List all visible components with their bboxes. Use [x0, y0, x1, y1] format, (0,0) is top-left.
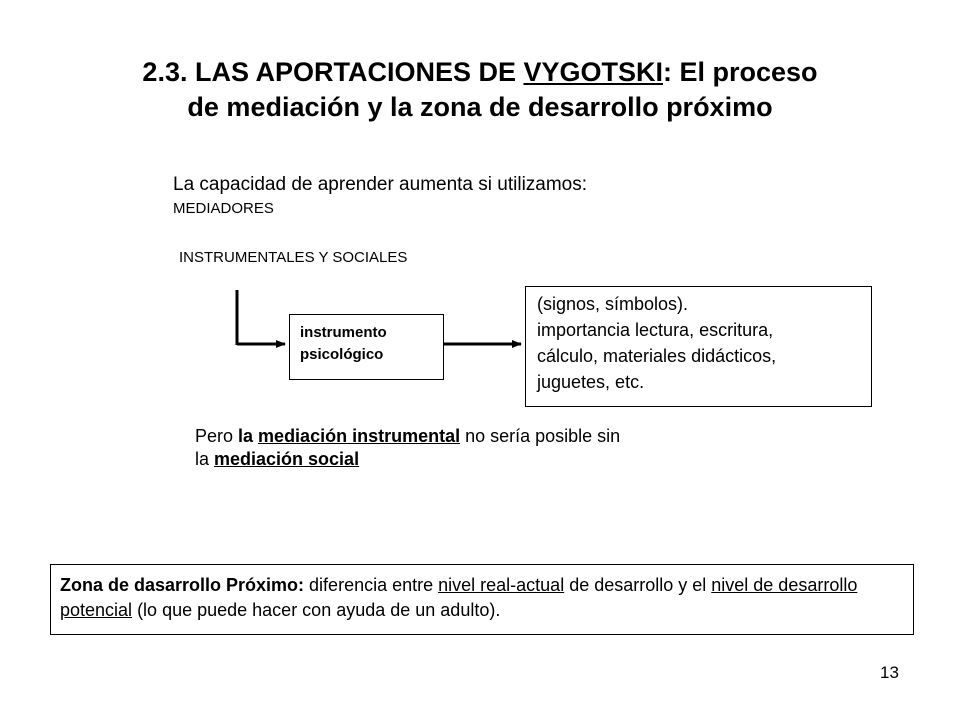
psychological-instrument-box [289, 314, 444, 380]
zone-definition-box: Zona de dasarrollo Próximo: diferencia entre nivel real-actual de desarrollo y el nivel de desarrollo potencial (lo que puede hacer con ayuda de un adulto). [50, 564, 914, 635]
instrument-line1: instrumento [300, 324, 387, 341]
social-mediation-term: mediación social [214, 449, 360, 469]
mediators-label: MEDIADORES [173, 200, 274, 217]
mediation-statement: Pero la mediación instrumental no sería posible sin la mediación social [195, 426, 621, 469]
potential-level-term: nivel de desarrollo potencial [60, 575, 858, 620]
title-author: VYGOTSKI [523, 57, 664, 87]
signs-line1: (signos, símbolos). [537, 294, 689, 314]
instrument-line2: psicológico [300, 346, 384, 363]
signs-line4: juguetes, etc. [537, 372, 645, 392]
zone-term: Zona de dasarrollo Próximo: [60, 575, 305, 595]
page-number: 13 [880, 663, 899, 682]
signs-symbols-box [525, 286, 872, 407]
real-level-term: nivel real-actual [438, 575, 565, 595]
title-line2: de mediación y la zona de desarrollo próximo [187, 92, 773, 122]
title-prefix: 2.3. LAS APORTACIONES DE [142, 57, 524, 87]
title-line1-suffix: : El proceso [663, 57, 818, 87]
intro-line1: La capacidad de aprender aumenta si utilizamos: [173, 174, 588, 195]
signs-line3: cálculo, materiales didácticos, [537, 346, 777, 366]
mediator-types-label: INSTRUMENTALES Y SOCIALES [179, 249, 408, 266]
instrumental-mediation-term: mediación instrumental [258, 426, 461, 446]
signs-line2: importancia lectura, escritura, [537, 320, 774, 340]
